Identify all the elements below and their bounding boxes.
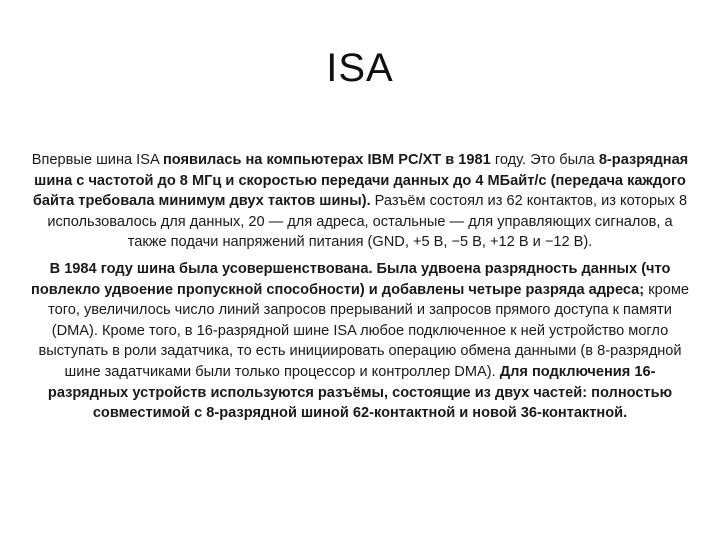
p2-text-2: усовершенствована. Была удвоена разрядность данных (что повлекло удвоение пропускной способности) и добавлены четыре разряда адреса;: [31, 260, 671, 298]
p1-text-3: году. Это была: [490, 152, 599, 168]
p1-text-1: Впервые шина ISA: [31, 152, 163, 168]
p2-text-4: Для подключения 16-разрядных устройств используются разъёмы, состоящие из двух частей: полностью совместимой с 8-разрядной шиной 62-контактной и новой 36-контактной.: [47, 363, 673, 422]
slide-body: [30, 150, 690, 430]
p1-text-5: Разъём состоял из 62 контактов, из которых 8 использовалось для данных, 20 — для адреса, остальные — для управляющих сигналов, а также подачи напряжений питания (GND, +5 В, −5 В, +12 В и −12 В).: [47, 193, 688, 251]
p2-text-1: В 1984 году шина была: [49, 260, 222, 277]
paragraph-isa-1981: [30, 150, 690, 253]
slide-title: ISA: [326, 46, 394, 90]
p1-text-2: появилась на компьютерах IBM PC/XT в 1981: [162, 152, 491, 168]
p1-text-4: 8-разрядная шина с частотой до 8 МГц и скоростью передачи данных до 4 МБайт/с (передача каждого байта требовала минимум двух тактов шины).: [32, 152, 689, 210]
paragraph-isa-1984: [30, 259, 690, 424]
p2-text-3: кроме того, увеличилось число линий запросов прерываний и запросов прямого доступа к памяти (DMA). Кроме того, в 16-разрядной шине ISA любое подключенное к ней устройство могло выступать в роли задатчика, то есть инициировать операцию обмена данными (в 8-разрядной шине задатчиками были только процессор и контроллер DMA).: [38, 281, 689, 380]
